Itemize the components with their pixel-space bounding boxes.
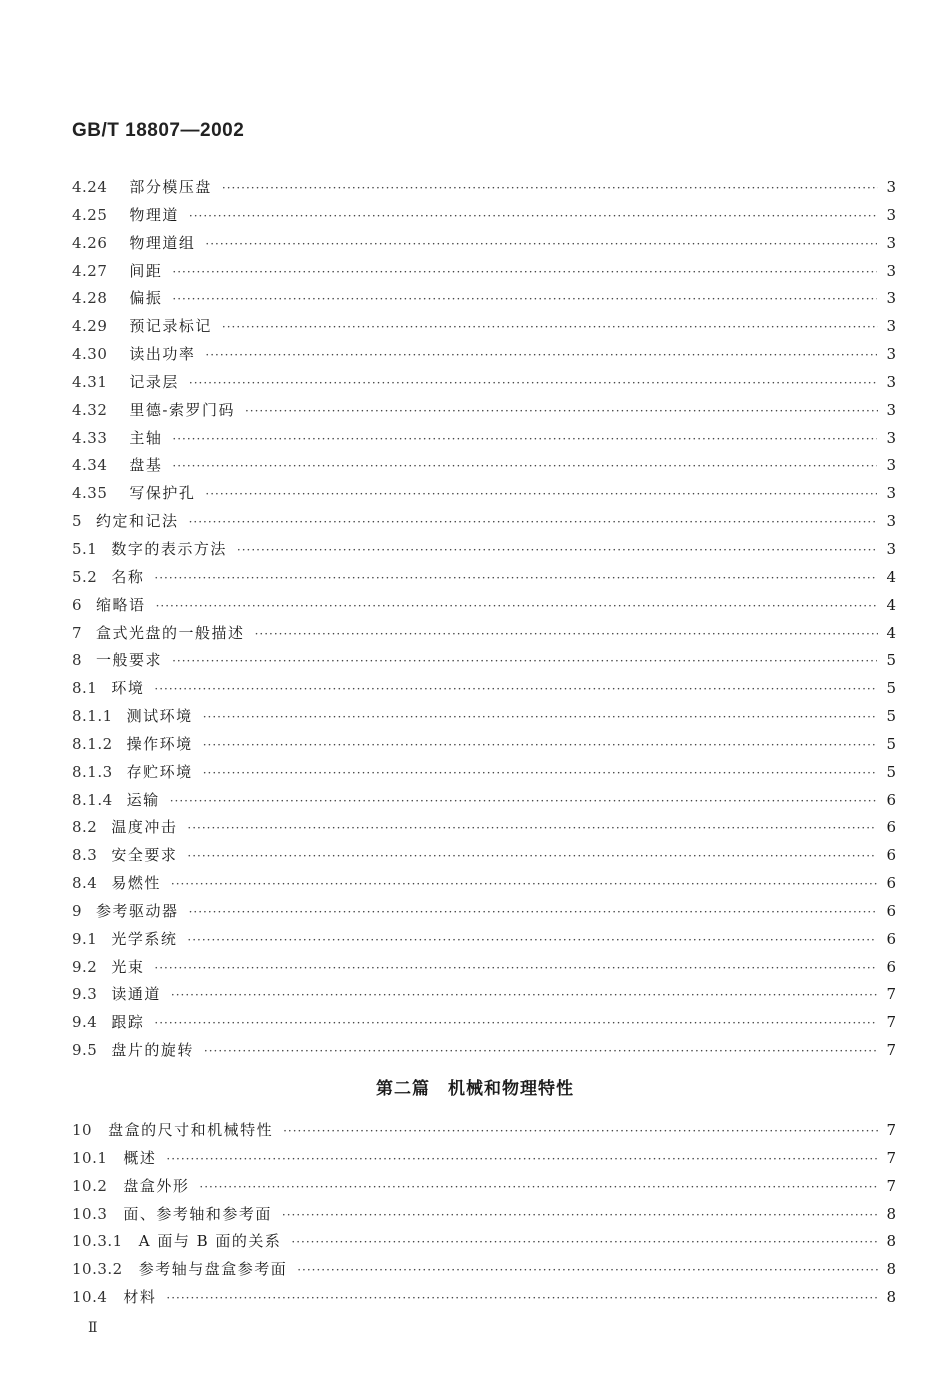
toc-entry-number: 10.4: [72, 1288, 108, 1307]
toc-entry[interactable]: [72, 1201, 896, 1229]
toc-entry-page: 5: [886, 679, 896, 698]
toc-entry-page: 3: [886, 317, 896, 336]
toc-entry-title: 参考驱动器: [96, 901, 179, 920]
dot-leader: [205, 342, 877, 370]
toc-entry-page: 5: [886, 734, 896, 753]
toc-entry-page: 6: [886, 790, 896, 809]
dot-leader: [172, 453, 876, 481]
toc-entry[interactable]: [72, 842, 896, 870]
dot-leader: [297, 1257, 879, 1285]
toc-entry-page: 3: [886, 261, 896, 280]
toc-entry-page: 3: [886, 289, 896, 308]
toc-entry-title: 里德-索罗门码: [129, 400, 235, 419]
toc-entry-title: 盒式光盘的一般描述: [96, 623, 245, 642]
dot-leader: [170, 788, 877, 816]
dot-leader: [245, 398, 878, 426]
toc-entry-number: 5.1: [72, 539, 98, 558]
toc-entry-page: 6: [886, 846, 896, 865]
toc-entry-title: 物理道: [129, 205, 179, 224]
dot-leader: [205, 231, 877, 259]
dot-leader: [156, 593, 877, 621]
toc-entry-number: 10.2: [72, 1176, 108, 1195]
toc-entry[interactable]: [72, 647, 896, 675]
dot-leader: [154, 565, 876, 593]
toc-entry-title: 概述: [123, 1148, 157, 1167]
toc-entry-title: 盘盒的尺寸和机械特性: [108, 1121, 274, 1139]
toc-entry-title: 记录层: [129, 372, 179, 391]
toc-entry-title: 约定和记法: [96, 512, 179, 531]
dot-leader: [154, 676, 876, 704]
toc-entry-page: 6: [886, 901, 896, 920]
toc-entry[interactable]: [72, 536, 896, 564]
toc-entry-page: 5: [886, 651, 896, 670]
dot-leader: [187, 815, 877, 843]
toc-entry-number: 9.3: [72, 985, 98, 1004]
dot-leader: [204, 1038, 877, 1066]
toc-entry[interactable]: [72, 230, 896, 258]
toc-entry-number: 5: [72, 512, 83, 531]
toc-entry-title: 一般要求: [96, 651, 163, 670]
toc-entry-page: 8: [886, 1232, 896, 1251]
toc-entry-number: 8.1.4: [72, 790, 113, 809]
toc-entry-number: 10.3: [72, 1204, 108, 1223]
toc-entry[interactable]: [72, 787, 896, 815]
toc-entry-title: 参考轴与盘盒参考面: [138, 1260, 288, 1279]
toc-entry-number: 9.1: [72, 929, 98, 948]
toc-entry[interactable]: [72, 926, 896, 954]
toc-entry-number: 4.33: [72, 428, 108, 447]
toc-entry-number: 5.2: [72, 567, 98, 586]
toc-entry-title: 温度冲击: [111, 818, 178, 837]
toc-entry[interactable]: [72, 508, 896, 536]
toc-entry-title: 写保护孔: [129, 484, 196, 503]
dot-leader: [172, 259, 876, 287]
toc-entry-page: 7: [886, 1121, 896, 1139]
dot-leader: [291, 1229, 879, 1257]
toc-entry-number: 4.27: [72, 261, 108, 280]
toc-entry-page: 6: [886, 929, 896, 948]
toc-entry-number: 4.29: [72, 317, 108, 336]
dot-leader: [222, 175, 878, 203]
toc-entry[interactable]: [72, 1284, 896, 1312]
toc-entry-page: 7: [886, 1041, 896, 1060]
toc-entry-number: 9: [72, 901, 83, 920]
toc-entry-page: 3: [886, 539, 896, 558]
toc-entry[interactable]: [72, 592, 896, 620]
toc-entry-number: 4.24: [72, 178, 108, 196]
toc-entry-title: 跟踪: [111, 1013, 145, 1032]
toc-entry-title: 材料: [123, 1288, 157, 1307]
toc-entry[interactable]: [72, 759, 896, 787]
toc-entry-title: 易燃性: [111, 874, 161, 893]
toc-entry[interactable]: [72, 369, 896, 397]
toc-entry-number: 4.28: [72, 289, 108, 308]
toc-entry-page: 4: [886, 623, 896, 642]
toc-entry[interactable]: [72, 870, 896, 898]
toc-entry-number: 10.1: [72, 1148, 108, 1167]
toc-entry-number: 8: [72, 651, 83, 670]
dot-leader: [189, 509, 877, 537]
toc-entry-number: 6: [72, 595, 83, 614]
dot-leader: [187, 843, 877, 871]
toc-entry-title: 偏振: [129, 289, 163, 308]
part2-heading: 第二篇 机械和物理特性: [376, 1079, 574, 1099]
toc-entry[interactable]: [72, 898, 896, 926]
toc-entry[interactable]: [72, 954, 896, 982]
toc-entry-title: 光束: [111, 957, 145, 976]
toc-entry-number: 10.3.2: [72, 1260, 123, 1279]
dot-leader: [166, 1285, 876, 1313]
toc-entry[interactable]: [72, 814, 896, 842]
toc-entry-title: 物理道组: [129, 233, 196, 252]
toc-entry-title: 部分模压盘: [129, 178, 212, 196]
toc-entry-page: 3: [886, 233, 896, 252]
toc-entry-title: 运输: [126, 790, 160, 809]
toc-entry[interactable]: [72, 1256, 896, 1284]
toc-entry-page: 3: [886, 345, 896, 364]
toc-entry[interactable]: [72, 1173, 896, 1201]
toc-entry-title: 盘基: [129, 456, 163, 475]
dot-leader: [203, 760, 878, 788]
toc-entry-page: 6: [886, 957, 896, 976]
toc-entry-number: 4.26: [72, 233, 108, 252]
dot-leader: [283, 1118, 879, 1146]
dot-leader: [172, 648, 877, 676]
dot-leader: [237, 537, 878, 565]
toc-entry-title: 预记录标记: [129, 317, 212, 336]
toc-entry-page: 7: [886, 1013, 896, 1032]
toc-entry[interactable]: [72, 1009, 896, 1037]
toc-entry-page: 3: [886, 428, 896, 447]
toc-entry-title: A 面与 B 面的关系: [138, 1232, 282, 1251]
toc-entry-page: 6: [886, 874, 896, 893]
toc-entry[interactable]: [72, 703, 896, 731]
toc-entry-page: 7: [886, 1176, 896, 1195]
toc-entry-page: 3: [886, 400, 896, 419]
toc-entry-page: 8: [886, 1288, 896, 1307]
toc-entry-number: 8.4: [72, 874, 98, 893]
toc-entry-title: 盘盒外形: [123, 1176, 190, 1195]
toc-entry-number: 10.3.1: [72, 1232, 123, 1251]
toc-entry-title: 缩略语: [96, 595, 146, 614]
toc-entry-title: 测试环境: [126, 707, 193, 726]
toc-entry-number: 9.2: [72, 957, 98, 976]
toc-entry-title: 数字的表示方法: [111, 539, 227, 558]
toc-entry-page: 3: [886, 205, 896, 224]
dot-leader: [166, 1146, 876, 1174]
dot-leader: [189, 899, 877, 927]
dot-leader: [154, 955, 876, 983]
toc-entry[interactable]: [72, 1117, 896, 1145]
toc-entry[interactable]: [72, 480, 896, 508]
toc-entry-number: 4.31: [72, 372, 108, 391]
toc-entry-number: 9.4: [72, 1013, 98, 1032]
toc-entry-number: 8.1.3: [72, 762, 113, 781]
toc-entry[interactable]: [72, 202, 896, 230]
toc-entry-title: 光学系统: [111, 929, 178, 948]
toc-entry-page: 4: [886, 595, 896, 614]
toc-entry-page: 3: [886, 484, 896, 503]
toc-entry[interactable]: [72, 174, 896, 202]
toc-entry-number: 10: [72, 1121, 93, 1139]
toc-entry[interactable]: [72, 425, 896, 453]
dot-leader: [171, 871, 877, 899]
toc-entry-title: 面、参考轴和参考面: [123, 1204, 272, 1223]
toc-entry[interactable]: [72, 341, 896, 369]
toc-entry-number: 4.35: [72, 484, 108, 503]
toc-entry-page: 7: [886, 1148, 896, 1167]
toc-entry-title: 主轴: [129, 428, 163, 447]
dot-leader: [172, 286, 876, 314]
table-of-contents-part1: [72, 174, 896, 1065]
toc-entry-number: 9.5: [72, 1041, 98, 1060]
toc-entry[interactable]: [72, 313, 896, 341]
dot-leader: [222, 314, 878, 342]
toc-entry-page: 3: [886, 456, 896, 475]
toc-entry-number: 7: [72, 623, 83, 642]
toc-entry-number: 8.1.2: [72, 734, 113, 753]
dot-leader: [255, 621, 879, 649]
toc-entry-number: 8.1: [72, 679, 98, 698]
dot-leader: [203, 732, 878, 760]
toc-entry[interactable]: [72, 1037, 896, 1065]
dot-leader: [172, 426, 876, 454]
toc-entry-number: 8.3: [72, 846, 98, 865]
toc-entry-title: 操作环境: [126, 734, 193, 753]
toc-entry-title: 存贮环境: [126, 762, 193, 781]
toc-entry-title: 读通道: [111, 985, 161, 1004]
toc-entry-page: 7: [886, 985, 896, 1004]
toc-entry[interactable]: [72, 564, 896, 592]
toc-entry-title: 安全要求: [111, 846, 178, 865]
toc-entry-number: 4.25: [72, 205, 108, 224]
toc-entry[interactable]: [72, 675, 896, 703]
dot-leader: [205, 481, 877, 509]
toc-entry[interactable]: [72, 1145, 896, 1173]
toc-entry-title: 间距: [129, 261, 163, 280]
dot-leader: [154, 1010, 876, 1038]
toc-entry-page: 3: [886, 178, 896, 196]
toc-entry-number: 8.2: [72, 818, 98, 837]
toc-entry[interactable]: [72, 620, 896, 648]
toc-entry-title: 盘片的旋转: [111, 1041, 194, 1060]
toc-entry[interactable]: [72, 731, 896, 759]
toc-entry[interactable]: [72, 452, 896, 480]
dot-leader: [171, 982, 877, 1010]
page-number: Ⅱ: [88, 1320, 98, 1336]
dot-leader: [187, 927, 877, 955]
toc-entry-number: 4.34: [72, 456, 108, 475]
standard-code-header: GB/T 18807—2002: [72, 120, 245, 141]
toc-entry-page: 5: [886, 762, 896, 781]
dot-leader: [189, 370, 877, 398]
toc-entry-page: 4: [886, 567, 896, 586]
toc-entry-page: 5: [886, 707, 896, 726]
toc-entry-page: 3: [886, 512, 896, 531]
dot-leader: [199, 1174, 877, 1202]
toc-entry[interactable]: [72, 258, 896, 286]
toc-entry-number: 4.32: [72, 400, 108, 419]
toc-entry-number: 4.30: [72, 345, 108, 364]
toc-entry-number: 8.1.1: [72, 707, 113, 726]
toc-entry-title: 名称: [111, 567, 145, 586]
toc-entry-page: 8: [886, 1204, 896, 1223]
toc-entry[interactable]: [72, 981, 896, 1009]
toc-entry[interactable]: [72, 1228, 896, 1256]
toc-entry-title: 读出功率: [129, 345, 196, 364]
toc-entry[interactable]: [72, 397, 896, 425]
dot-leader: [189, 203, 877, 231]
toc-entry-title: 环境: [111, 679, 145, 698]
toc-entry[interactable]: [72, 285, 896, 313]
toc-entry-page: 8: [886, 1260, 896, 1279]
dot-leader: [203, 704, 878, 732]
toc-entry-page: 6: [886, 818, 896, 837]
dot-leader: [282, 1202, 879, 1230]
table-of-contents-part2: [72, 1117, 896, 1312]
toc-entry-page: 3: [886, 372, 896, 391]
